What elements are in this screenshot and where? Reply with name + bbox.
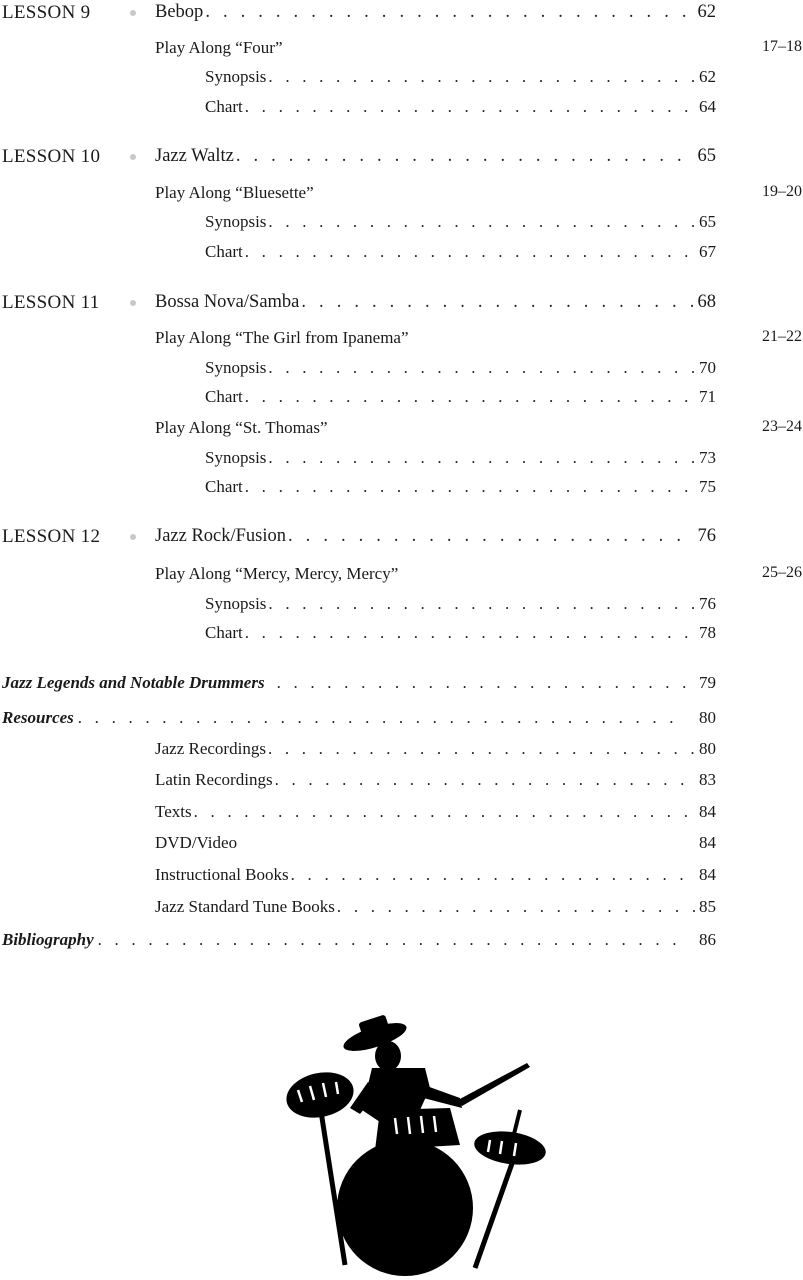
dot-leader (236, 146, 694, 167)
lesson-label: LESSON 11 (2, 292, 100, 313)
bullet-icon (130, 300, 136, 306)
track-range: 21–22 (762, 328, 802, 345)
page-number: 84 (699, 833, 716, 852)
dot-leader (98, 930, 687, 950)
page-number: 84 (699, 802, 716, 821)
lesson-title: Jazz Rock/Fusion (155, 526, 287, 546)
resource-item[interactable] (155, 770, 716, 790)
lesson-label: LESSON 9 (2, 2, 91, 23)
lesson-title: Bebop (155, 2, 204, 22)
dot-leader (268, 67, 695, 87)
item-label: Synopsis (205, 67, 267, 86)
section-title: Bibliography (2, 930, 94, 949)
playalong-title: Play Along “The Girl from Ipanema” (155, 328, 409, 347)
item-label: Jazz Recordings (155, 739, 266, 758)
resource-item[interactable] (155, 865, 716, 885)
lesson-9-row[interactable] (0, 2, 716, 23)
section-title: Jazz Legends and Notable Drummers (2, 673, 265, 692)
page-number: 70 (699, 358, 716, 377)
page-number: 83 (699, 770, 716, 789)
resource-item[interactable] (155, 739, 716, 759)
section-title: Resources (2, 708, 74, 727)
dot-leader (277, 673, 687, 693)
dot-leader (268, 448, 695, 468)
dot-leader (78, 708, 687, 728)
chart-row[interactable] (205, 242, 716, 262)
page-number: 68 (697, 292, 716, 312)
track-range: 25–26 (762, 564, 802, 581)
bullet-icon (130, 534, 136, 540)
dot-leader (194, 802, 695, 822)
item-label: Synopsis (205, 212, 267, 231)
lesson-11-row[interactable] (0, 292, 716, 313)
lesson-12-row[interactable] (0, 526, 716, 547)
dot-leader (268, 739, 695, 759)
page-number: 78 (699, 623, 716, 642)
chart-row[interactable] (205, 97, 716, 117)
playalong-title: Play Along “Mercy, Mercy, Mercy” (155, 564, 399, 583)
lesson-label: LESSON 12 (2, 526, 101, 547)
page-number: 80 (699, 739, 716, 758)
synopsis-row[interactable] (205, 212, 716, 232)
chart-row[interactable] (205, 387, 716, 407)
chart-row[interactable] (205, 477, 716, 497)
resource-item[interactable] (155, 802, 716, 822)
page-number: 76 (699, 594, 716, 613)
lesson-title: Jazz Waltz (155, 146, 234, 166)
page-number: 75 (699, 477, 716, 496)
dot-leader (245, 242, 695, 262)
dot-leader (245, 623, 695, 643)
page-number: 62 (699, 67, 716, 86)
dot-leader (275, 770, 695, 790)
item-label: Chart (205, 242, 243, 261)
item-label: Synopsis (205, 594, 267, 613)
page-number: 67 (699, 242, 716, 261)
track-range: 19–20 (762, 183, 802, 200)
page-number: 79 (699, 673, 716, 692)
item-label: Texts (155, 802, 192, 821)
dot-leader (205, 2, 693, 23)
drummer-silhouette-icon (280, 1010, 555, 1280)
page-number: 86 (699, 930, 716, 949)
page-number: 85 (699, 897, 716, 916)
bibliography-row[interactable] (2, 930, 716, 950)
item-label: Chart (205, 477, 243, 496)
item-label: Chart (205, 387, 243, 406)
playalong-title: Play Along “Four” (155, 38, 283, 57)
item-label: Instructional Books (155, 865, 289, 884)
dot-leader (268, 594, 695, 614)
item-label: Latin Recordings (155, 770, 273, 789)
playalong-title: Play Along “St. Thomas” (155, 418, 328, 437)
playalong-row[interactable] (155, 328, 695, 348)
dot-leader (337, 897, 695, 917)
track-range: 23–24 (762, 418, 802, 435)
page-number: 64 (699, 97, 716, 116)
page-number: 65 (697, 146, 716, 166)
resources-row[interactable] (2, 708, 716, 728)
bullet-icon (130, 10, 136, 16)
page-number: 80 (699, 708, 716, 727)
dot-leader (301, 292, 693, 313)
lesson-title: Bossa Nova/Samba (155, 292, 300, 312)
synopsis-row[interactable] (205, 67, 716, 87)
dot-leader (245, 97, 695, 117)
playalong-row[interactable] (155, 564, 695, 584)
page-number: 71 (699, 387, 716, 406)
dot-leader (288, 526, 693, 547)
bullet-icon (130, 154, 136, 160)
page-number: 62 (697, 2, 716, 22)
lesson-label: LESSON 10 (2, 146, 101, 167)
item-label: DVD/Video (155, 833, 238, 852)
lesson-10-row[interactable] (0, 146, 716, 167)
legends-row[interactable] (2, 673, 716, 693)
playalong-title: Play Along “Bluesette” (155, 183, 314, 202)
item-label: Chart (205, 623, 243, 642)
page-number: 65 (699, 212, 716, 231)
resource-item[interactable] (155, 833, 716, 853)
dot-leader (245, 477, 695, 497)
page-number: 84 (699, 865, 716, 884)
item-label: Jazz Standard Tune Books (155, 897, 335, 916)
dot-leader (291, 865, 695, 885)
resource-item[interactable] (155, 897, 716, 917)
item-label: Synopsis (205, 448, 267, 467)
synopsis-row[interactable] (205, 448, 716, 468)
item-label: Chart (205, 97, 243, 116)
playalong-row[interactable] (155, 418, 695, 438)
synopsis-row[interactable] (205, 358, 716, 378)
chart-row[interactable] (205, 623, 716, 643)
track-range: 17–18 (762, 38, 802, 55)
dot-leader (245, 387, 695, 407)
dot-leader (268, 358, 695, 378)
item-label: Synopsis (205, 358, 267, 377)
page-number: 73 (699, 448, 716, 467)
dot-leader (268, 212, 695, 232)
synopsis-row[interactable] (205, 594, 716, 614)
page-number: 76 (697, 526, 716, 546)
playalong-row[interactable] (155, 183, 695, 203)
